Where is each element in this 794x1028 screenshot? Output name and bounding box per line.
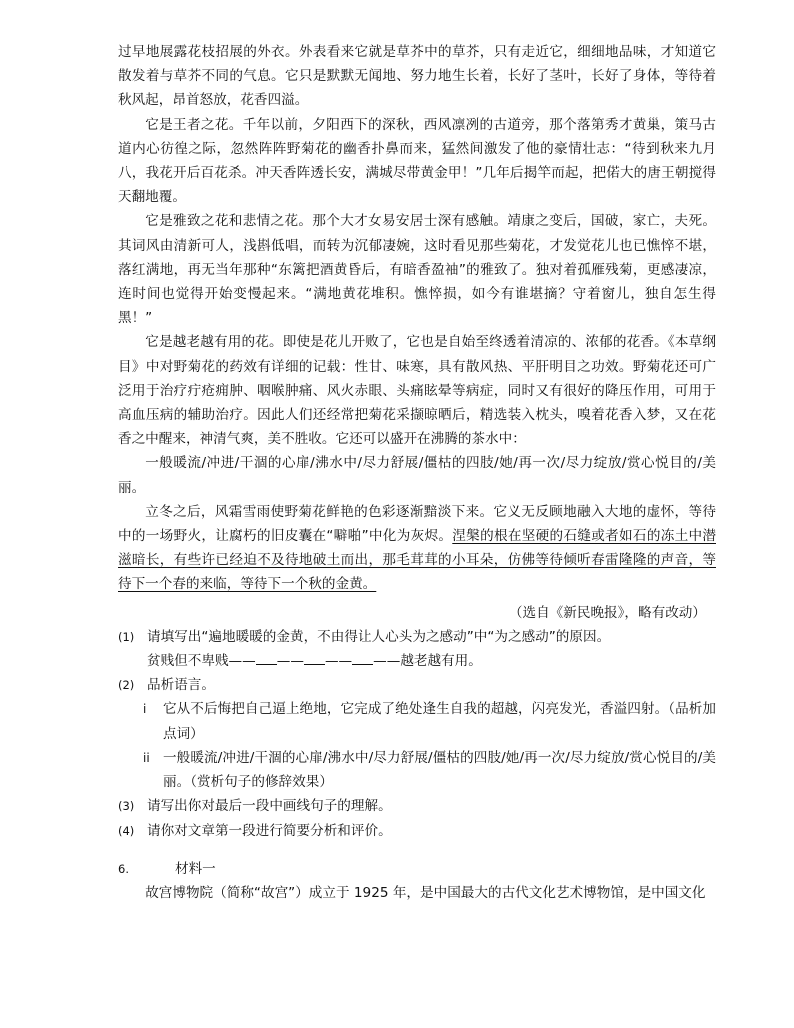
answer-blank-3[interactable] — [352, 652, 373, 665]
section-number: 6. — [118, 861, 129, 876]
answer-blank-1[interactable] — [256, 652, 277, 665]
essay-paragraph-4: 一般暖流/冲进/干涸的心扉/沸水中/尽力舒展/僵枯的四肢/她/再一次/尽力绽放/赏心悦目的/美丽。 — [118, 455, 716, 496]
question-number: (3) — [118, 799, 135, 814]
question-number: (2) — [118, 678, 135, 693]
sub-question-text: 一般暖流/冲进/干涸的心扉/沸水中/尽力舒展/僵枯的四肢/她/再一次/尽力绽放/赏心悦目的/美丽。（赏析句子的修辞效果） — [163, 749, 716, 791]
question-number: (4) — [118, 823, 135, 838]
question-text: 请填写出“遍地暖暖的金黄，不由得让人心头为之感动”中“为之感动”的原因。 — [147, 628, 611, 645]
essay-paragraph-5-text: 立冬之后，风霜雪雨使野菊花鲜艳的色彩逐渐黯淡下来。它义无反顾地融入大地的虚怀，等待中的一场野火，让腐朽的旧皮囊在“噼啪”中化为灰烬。 — [118, 503, 716, 545]
source-note: （选自《新民晚报》，略有改动） — [508, 604, 706, 621]
section-6-heading — [118, 857, 716, 881]
document-page — [118, 40, 716, 905]
section-6-paragraph: 故宫博物院（简称“故宫”）成立于 1925 年，是中国最大的古代文化艺术博物馆，是中国文化 — [145, 884, 706, 901]
fill-in-line — [147, 649, 716, 673]
question-text: 请你对文章第一段进行简要分析和评价。 — [147, 822, 392, 839]
essay-paragraph-2: 它是雅致之花和悲情之花。那个大才女易安居士深有感触。靖康之变后，国破，家亡，夫死。其词风由清新可人，浅斟低唱，而转为沉郁凄婉，这时看见那些菊花，才发觉花儿也已憔悴不堪，落红满地，再无当年那种“东篱把酒黄昏后，有暗香盈袖”的雅致了。独对着孤雁残菊，更感凄凉，连时间也觉得开始变慢起来。“满地黄花堆积。憔悴损，如今有谁堪摘？守着窗儿，独自怎生得黑！” — [118, 213, 716, 327]
essay-paragraph-5 — [118, 500, 716, 597]
sub-question-text: 它从不后悔把自己逼上绝地，它完成了绝处逢生自我的超越，闪亮发光，香溢四射。（品析加点词） — [163, 701, 716, 742]
sub-question-number: ii — [143, 750, 150, 765]
fill-dash-text: —— — [276, 653, 304, 670]
question-4 — [118, 819, 716, 843]
fill-end-text: ——越老越有用。 — [373, 653, 482, 670]
fill-dash-text: —— — [324, 653, 353, 670]
question-text: 请写出你对最后一段中画线句子的理解。 — [147, 798, 392, 815]
question-1 — [118, 625, 716, 649]
question-number: (1) — [118, 629, 135, 644]
question-text: 品析语言。 — [147, 677, 215, 694]
section-title: 材料一 — [175, 860, 216, 877]
essay-paragraph-3: 它是越老越有用的花。即使是花儿开败了，它也是自始至终透着清凉的、浓郁的花香。《本草纲目》中对野菊花的药效有详细的记载：性甘、味寒，具有散风热、平肝明目之功效。野菊花还可广泛用于治疗疔疮痈肿、咽喉肿痛、风火赤眼、头痛眩晕等病症，同时又有很好的降压作用，可用于高血压病的辅助治疗。因此人们还经常把菊花采撷晾晒后，精选装入枕头，嗅着花香入梦，又在花香之中醒来，神清气爽，美不胜收。它还可以盛开在沸腾的茶水中： — [118, 334, 716, 448]
question-2 — [118, 673, 716, 697]
underlined-sentence: 涅槃的根在坚硬的石缝或者如石的冻土中潜滋暗长，有些许已经迫不及待地破土而出，那毛茸茸的小耳朵，仿佛等待倾听春雷隆隆的声音，等待下一个春的来临，等待下一个秋的金黄。 — [118, 528, 716, 593]
question-2-sub-ii — [143, 746, 716, 794]
question-3 — [118, 794, 716, 818]
fill-start-text: 贫贱但不卑贱—— — [147, 653, 256, 670]
sub-question-number: i — [143, 702, 147, 717]
question-2-sub-i — [143, 697, 716, 745]
essay-paragraph-1: 它是王者之花。千年以前，夕阳西下的深秋，西风凛冽的古道旁，那个落第秀才黄巢，策马古道内心彷徨之际，忽然阵阵野菊花的幽香扑鼻而来，猛然间激发了他的豪情壮志：“待到秋来九月八，我花开后百花杀。冲天香阵透长安，满城尽带黄金甲！”几年后揭竿而起，把偌大的唐王朝搅得天翻地覆。 — [118, 116, 716, 206]
answer-blank-2[interactable] — [304, 652, 325, 665]
essay-paragraph-0: 过早地展露花枝招展的外衣。外表看来它就是草芥中的草芥，只有走近它，细细地品味，才知道它散发着与草芥不同的气息。它只是默默无闻地、努力地生长着，长好了茎叶，长好了身体，等待着秋风起，昂首怒放，花香四溢。 — [118, 44, 716, 109]
